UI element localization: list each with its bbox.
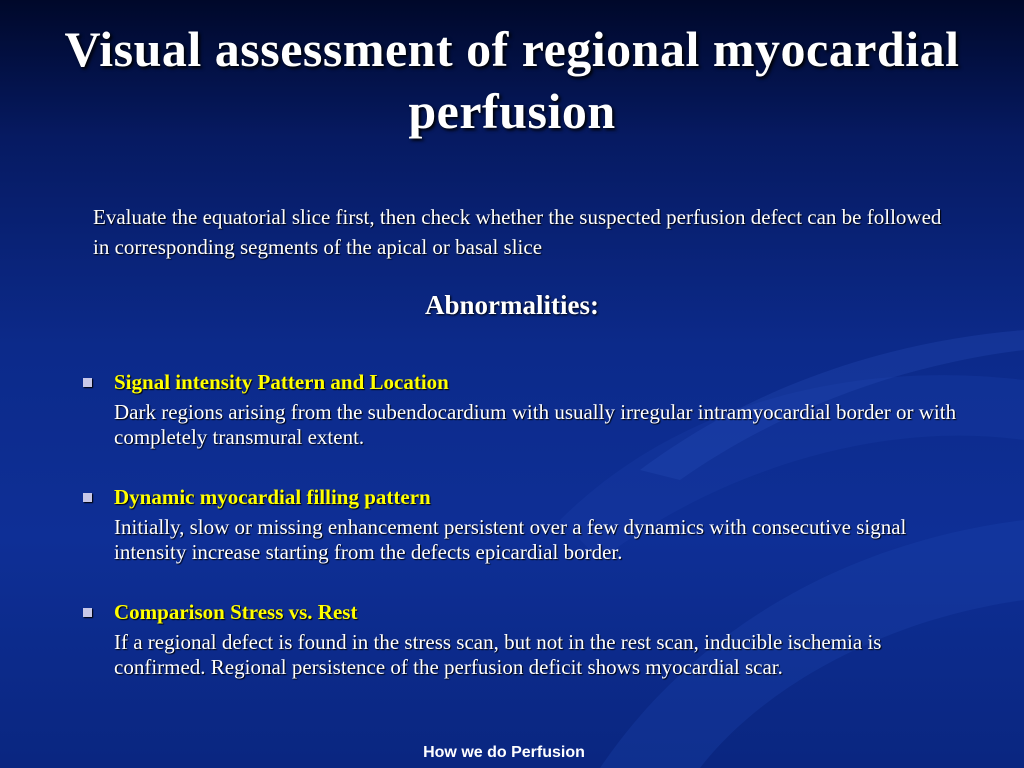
square-bullet-icon	[83, 493, 92, 502]
slide-title: Visual assessment of regional myocardial perfusion	[64, 21, 960, 139]
bullet-body: Initially, slow or missing enhancement persistent over a few dynamics with consecutive signal intensity increase starting from the defects epicardial border.	[114, 515, 907, 564]
bullet-title: Comparison Stress vs. Rest	[114, 600, 358, 624]
bullet-item	[0, 483, 1024, 565]
bullet-title: Signal intensity Pattern and Location	[114, 370, 449, 394]
square-bullet-icon	[83, 378, 92, 387]
bullet-list	[0, 368, 1024, 713]
abnormalities-heading: Abnormalities:	[425, 290, 599, 320]
slide-footer: How we do Perfusion	[423, 744, 585, 761]
bullet-item	[0, 598, 1024, 680]
bullet-title: Dynamic myocardial filling pattern	[114, 485, 431, 509]
bullet-header	[0, 598, 1024, 626]
bullet-header	[0, 368, 1024, 396]
bullet-body: Dark regions arising from the subendocardium with usually irregular intramyocardial border or with completely transmural extent.	[114, 400, 957, 449]
bullet-item	[0, 368, 1024, 450]
bullet-body: If a regional defect is found in the stress scan, but not in the rest scan, inducible ischemia is confirmed. Regional persistence of the perfusion deficit shows myocardial scar.	[114, 630, 882, 679]
bullet-header	[0, 483, 1024, 511]
square-bullet-icon	[83, 608, 92, 617]
intro-text: Evaluate the equatorial slice first, then check whether the suspected perfusion defect can be followed in corresponding segments of the apical or basal slice	[93, 205, 942, 259]
